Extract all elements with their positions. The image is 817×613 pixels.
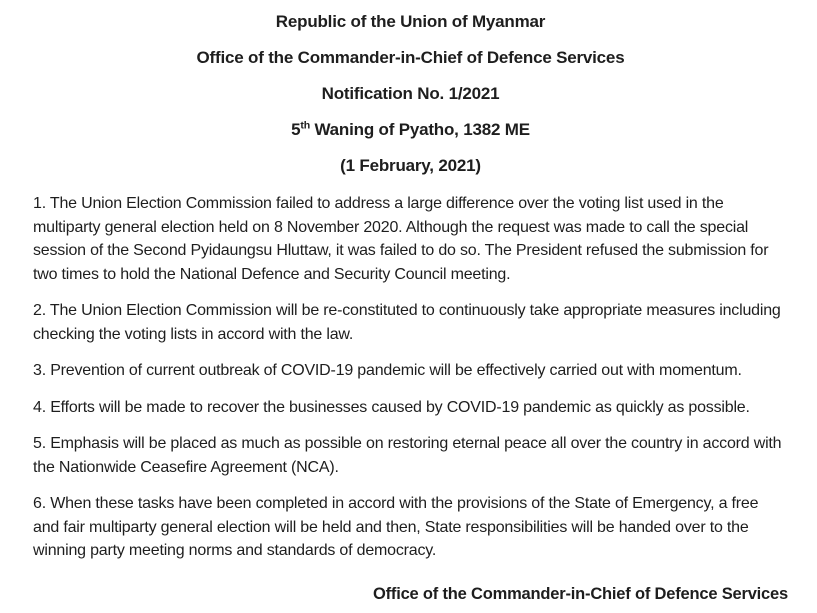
paragraph-1-election-commission-failure: 1. The Union Election Commission failed to address a large difference over the voting list used in the multiparty general election held on 8 November 2020. Although the request was made to call the special session of the Second Pyidaungsu Hluttaw, it was failed to do so. The President refused the submission for two times to hold the National Defence and Security Council meeting. xyxy=(33,195,769,283)
signature-line: Office of the Commander-in-Chief of Defence Services xyxy=(372,584,788,603)
header-myanmar-date xyxy=(33,120,788,139)
paragraph-3-covid-prevention: 3. Prevention of current outbreak of COVID-19 pandemic will be effectively carried out with momentum. xyxy=(33,362,742,379)
header-office-title: Office of the Commander-in-Chief of Defence Services xyxy=(196,48,625,67)
header-notification-number: Notification No. 1/2021 xyxy=(321,84,500,103)
paragraph-2-commission-reconstitution: 2. The Union Election Commission will be re-constituted to continuously take appropriate measures including checking the voting lists in accord with the law. xyxy=(33,302,781,343)
myanmar-date-rest: Waning of Pyatho, 1382 ME xyxy=(309,120,530,139)
header-gregorian-date: (1 February, 2021) xyxy=(340,156,481,175)
paragraph-6-election-handover: 6. When these tasks have been completed in accord with the provisions of the State of Emergency, a free and fair multiparty general election will be held and then, State responsibilities will be handed over to the winning party meeting norms and standards of democracy. xyxy=(33,495,759,559)
document-body xyxy=(33,192,788,563)
document-footer xyxy=(33,584,788,604)
document-header xyxy=(33,12,788,175)
paragraph-4-business-recovery: 4. Efforts will be made to recover the businesses caused by COVID-19 pandemic as quickly as possible. xyxy=(33,398,750,416)
myanmar-date-day: 5 xyxy=(291,120,301,139)
header-country-title: Republic of the Union of Myanmar xyxy=(275,12,546,31)
myanmar-date-ordinal-suffix: th xyxy=(300,119,310,132)
paragraph-5-eternal-peace: 5. Emphasis will be placed as much as possible on restoring eternal peace all over the country in accord with the Nationwide Ceasefire Agreement (NCA). xyxy=(33,435,782,476)
